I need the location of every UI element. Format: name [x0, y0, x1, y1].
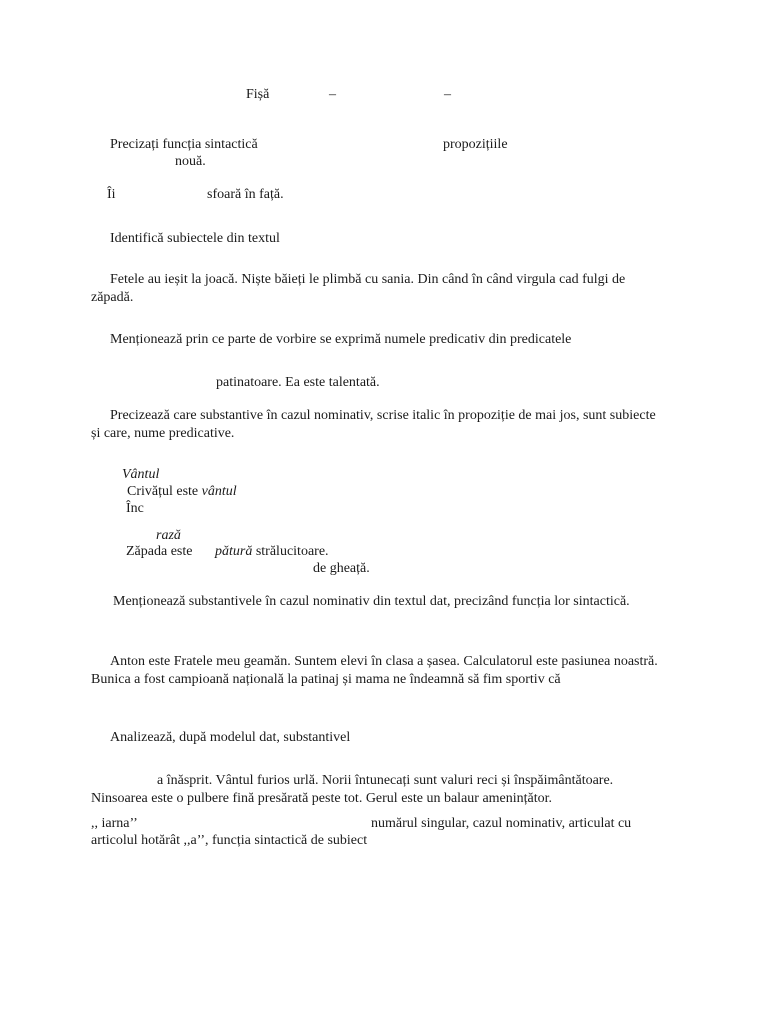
ex5-text: Anton este Fratele meu geamăn. Suntem elevi în clasa a șasea. Calculatorul este pasiunea noastră. Bunica a fost campioană națională la patinaj și mama ne îndeamnă să fim sportiv că [91, 654, 658, 687]
ex1-instruction: propozițiile [443, 137, 508, 152]
ex4-instruction: Precizează care substantive în cazul nominativ, scrise italic în propoziție de mai jos, sunt subiecte și care, nume predicative. [91, 408, 656, 441]
ex5-instruction: Menționează substantivele în cazul nominativ din textul dat, precizând funcția lor sintactică. [113, 594, 630, 609]
ex4-line: Vântul [122, 467, 160, 482]
ex4-line: rază [156, 528, 181, 543]
ex4-line: pătură strălucitoare. [215, 544, 329, 559]
title-dash: – [329, 87, 336, 102]
ex6-text: a înăsprit. Vântul furios urlă. Norii întunecați sunt valuri reci și înspăimântătoare. [157, 773, 614, 788]
ex6-text: Ninsoarea este o pulbere fină presărată peste tot. Gerul este un balaur amenințător. [91, 791, 553, 806]
ex6-instruction: Analizează, după modelul dat, substantivel [110, 730, 351, 745]
title-dash: – [444, 87, 451, 102]
ex6-model: ,, iarna’’ [91, 816, 138, 831]
ex1-instruction: Precizați funcția sintactică [110, 137, 258, 152]
ex1-example: Îi [107, 187, 116, 202]
ex1-instruction: nouă. [175, 154, 206, 169]
ex1-example: sfoară în față. [207, 187, 284, 202]
worksheet-title: Fișă [246, 87, 270, 102]
ex6-model: numărul singular, cazul nominativ, articulat cu [371, 816, 632, 831]
ex3-instruction: Menționează prin ce parte de vorbire se exprimă numele predicativ din predicatele [110, 332, 572, 347]
ex2-text: Fetele au ieșit la joacă. Niște băieți le plimbă cu sania. Din când în când virgula cad fulgi de zăpadă. [91, 272, 626, 305]
ex4-line: Zăpada este [126, 544, 193, 559]
ex3-sentence: patinatoare. Ea este talentată. [216, 375, 380, 390]
ex2-instruction: Identifică subiectele din textul [110, 231, 280, 246]
ex4-line: Crivățul este vântul [127, 484, 237, 499]
ex6-model: articolul hotărât ,,a’’, funcția sintactică de subiect [91, 833, 368, 848]
ex4-line: Înc [126, 501, 144, 516]
ex4-line: de gheață. [313, 561, 370, 576]
